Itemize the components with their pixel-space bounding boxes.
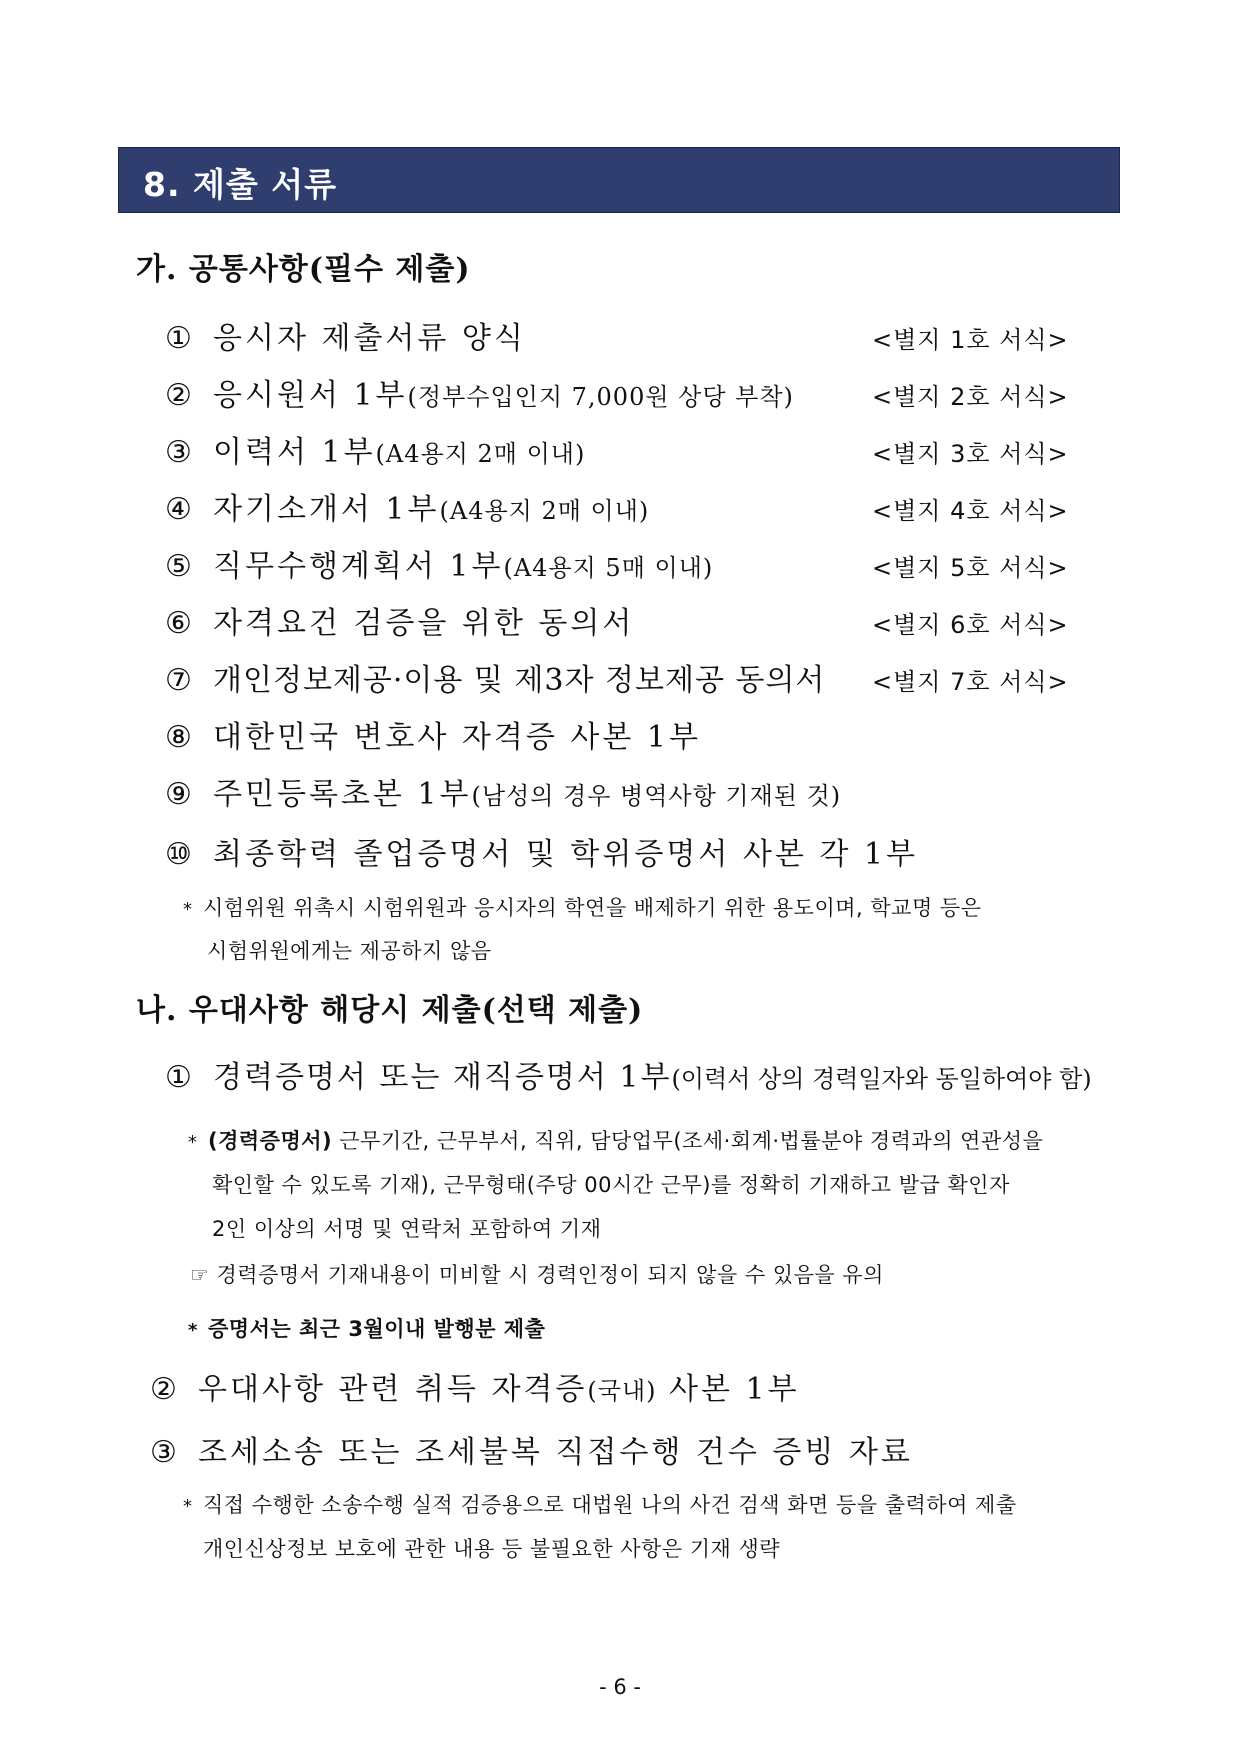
career-note-line3: 2인 이상의 서명 및 연락처 포함하여 기재: [212, 1217, 602, 1241]
item-paren: (남성의 경우 병역사항 기재된 것): [471, 782, 842, 810]
item-number: ②: [165, 378, 192, 413]
item-text: 이력서 1부: [213, 435, 376, 470]
section-a-item-3: [165, 427, 585, 471]
item-number: ⑦: [165, 663, 192, 698]
item-text: 개인정보제공·이용 및 제3자 정보제공 동의서: [213, 663, 826, 698]
form-ref-6: <별지 6호 서식>: [872, 611, 1069, 639]
note-star: *: [183, 1496, 193, 1517]
item-text: 최종학력 졸업증명서 및 학위증명서 사본 각 1부: [213, 837, 918, 872]
career-note-line2: 확인할 수 있도록 기재), 근무형태(주당 00시간 근무)를 정확히 기재하고 발급 확인자: [212, 1173, 1010, 1197]
career-note-label: (경력증명서): [208, 1129, 333, 1153]
item-text: 자격요건 검증을 위한 동의서: [213, 606, 635, 641]
warning-text: 경력증명서 기재내용이 미비할 시 경력인정이 되지 않을 수 있음을 유의: [216, 1263, 884, 1287]
certificate-note: [188, 1313, 545, 1343]
pointing-hand-icon: ☞: [190, 1263, 210, 1287]
item-number: ③: [150, 1435, 177, 1470]
academic-note-line1: [183, 892, 981, 922]
item-number: ⑨: [165, 777, 192, 812]
item-paren: (A4용지 5매 이내): [503, 554, 714, 582]
item-text: 대한민국 변호사 자격증 사본 1부: [213, 720, 701, 755]
item-number: ③: [165, 435, 192, 470]
item-paren: (국내): [587, 1377, 657, 1405]
section-title: 8. 제출 서류: [143, 165, 337, 204]
note-text: 시험위원 위촉시 시험위원과 응시자의 학연을 배제하기 위한 용도이며, 학교명 등은: [203, 896, 982, 920]
academic-note-line2: 시험위원에게는 제공하지 않음: [207, 939, 492, 963]
section-b-item-1: [165, 1052, 1092, 1096]
item-text: 직무수행계획서 1부: [213, 549, 504, 584]
section-a-item-1: [165, 313, 526, 357]
form-ref-2: <별지 2호 서식>: [872, 383, 1069, 411]
career-note-line1: [188, 1125, 1043, 1155]
litigation-note-line2: 개인신상정보 보호에 관한 내용 등 불필요한 사항은 기재 생략: [203, 1537, 781, 1561]
item-number: ⑥: [165, 606, 192, 641]
form-ref-3: <별지 3호 서식>: [872, 440, 1069, 468]
item-number: ⑧: [165, 720, 192, 755]
item-paren: (A4용지 2매 이내): [439, 497, 650, 525]
item-text: 경력증명서 또는 재직증명서 1부: [213, 1060, 672, 1095]
section-a-item-7: [165, 655, 825, 699]
note-text: 직접 수행한 소송수행 실적 검증용으로 대법원 나의 사건 검색 화면 등을 출력하여 제출: [203, 1493, 1017, 1517]
section-b-item-2: [150, 1364, 800, 1408]
item-text: 응시자 제출서류 양식: [213, 321, 526, 356]
section-a-item-5: [165, 541, 713, 585]
item-paren: (정부수입인지 7,000원 상당 부착): [407, 383, 794, 411]
note-text: 근무기간, 근무부서, 직위, 담당업무(조세·회계·법률분야 경력과의 연관성을: [332, 1129, 1044, 1153]
item-number: ①: [165, 1060, 192, 1095]
section-a-item-8: [165, 712, 701, 756]
note-star: *: [188, 1320, 198, 1341]
item-text: 조세소송 또는 조세불복 직접수행 건수 증빙 자료: [198, 1435, 913, 1470]
item-number: ②: [150, 1372, 177, 1407]
item-text: 자기소개서 1부: [213, 492, 440, 527]
item-text: 응시원서 1부: [213, 378, 408, 413]
section-b-item-3: [150, 1427, 913, 1471]
item-paren: (A4용지 2매 이내): [375, 440, 586, 468]
form-ref-5: <별지 5호 서식>: [872, 554, 1069, 582]
career-warning: [190, 1259, 884, 1289]
item-number: ④: [165, 492, 192, 527]
section-a-item-6: [165, 598, 634, 642]
item-tail: 사본 1부: [656, 1372, 800, 1407]
note-star: *: [188, 1132, 198, 1153]
section-a-item-2: [165, 370, 794, 414]
note-star: *: [183, 899, 193, 920]
section-a-item-9: [165, 769, 841, 813]
form-ref-1: <별지 1호 서식>: [872, 326, 1069, 354]
form-ref-7: <별지 7호 서식>: [872, 668, 1069, 696]
form-ref-4: <별지 4호 서식>: [872, 497, 1069, 525]
section-header-bar: [118, 147, 1120, 213]
item-number: ⑤: [165, 549, 192, 584]
section-a-item-10: [165, 829, 918, 873]
litigation-note-line1: [183, 1489, 1017, 1519]
item-text: 우대사항 관련 취득 자격증: [198, 1372, 588, 1407]
page-number: - 6 -: [599, 1675, 641, 1699]
section-b-title: 나. 우대사항 해당시 제출(선택 제출): [136, 993, 644, 1028]
item-number: ①: [165, 321, 192, 356]
item-paren: (이력서 상의 경력일자와 동일하여야 함): [671, 1065, 1092, 1093]
section-a-item-4: [165, 484, 649, 528]
note-text: 증명서는 최근 3월이내 발행분 제출: [208, 1317, 546, 1341]
item-text: 주민등록초본 1부: [213, 777, 472, 812]
item-number: ⑩: [165, 837, 192, 872]
section-a-title: 가. 공통사항(필수 제출): [136, 252, 471, 287]
